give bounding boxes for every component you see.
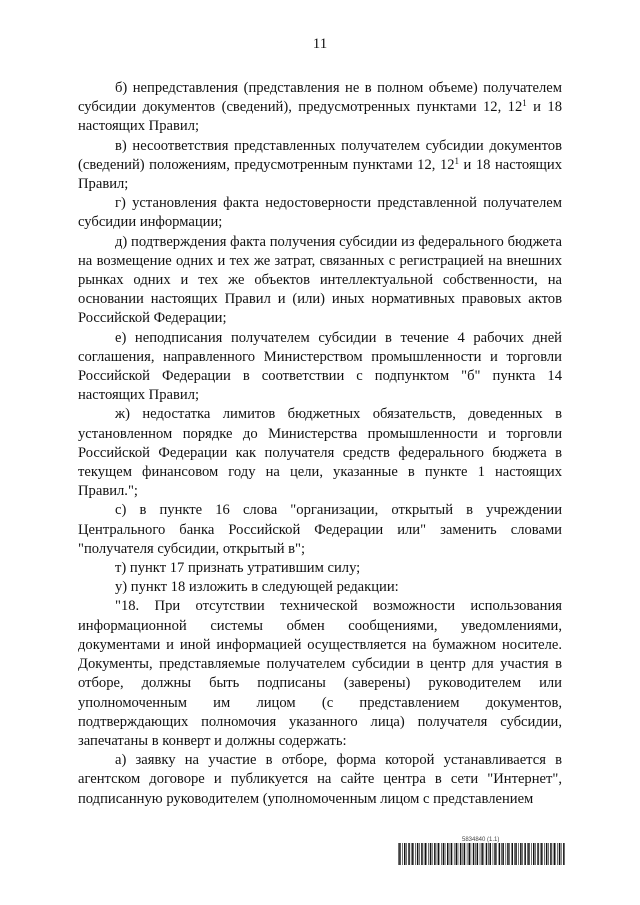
paragraph <box>78 233 562 329</box>
document-code: 5834840 (1.1) <box>462 837 500 843</box>
paragraph-text: б) непредставления (представления не в полном объеме) получателем субсидии документов (сведений), предусмотренных пунктами 12, 12 <box>78 80 562 116</box>
paragraph <box>78 597 562 751</box>
paragraph <box>78 137 562 195</box>
paragraph-text: е) неподписания получателем субсидии в течение 4 рабочих дней соглашения, направленного Министерством промышленности и торговли Российской Федерации в соответствии с подпунктом "б" пункта 14 настоящих Правил; <box>78 329 562 404</box>
paragraph-text: и 18 настоящих Правил; <box>78 99 563 135</box>
paragraph-text: в) несоответствия представленных получателем субсидии документов (сведений) положениям, предусмотренным пунктами 12, 12 <box>78 137 562 173</box>
paragraph <box>78 559 562 578</box>
paragraph-text: с) в пункте 16 слова "организации, открытый в учреждении Центрального банка Российской Федерации или" заменить словами "получателя субсидии, открытый в"; <box>78 502 562 557</box>
paragraph-text: а) заявку на участие в отборе, форма которой устанавливается в агентском договоре и публикуется на сайте центра в сети "Интернет", подписанную руководителем (уполномоченным лицом с представлением <box>78 752 562 807</box>
paragraph <box>78 501 562 559</box>
paragraph-text: т) пункт 17 признать утратившим силу; <box>115 560 361 577</box>
superscript: 1 <box>454 155 460 166</box>
page-number: 11 <box>312 36 328 52</box>
paragraph <box>78 405 562 501</box>
barcode-image <box>398 843 566 865</box>
paragraph <box>78 751 562 809</box>
paragraph-text: ж) недостатка лимитов бюджетных обязательств, доведенных в установленном порядке до Министерства промышленности и торговли Российской Федерации как получателя средств федерального бюджета в текущем финансовом году на цели, указанные в пункте 1 настоящих Правил."; <box>78 406 562 500</box>
paragraph <box>78 194 562 232</box>
paragraph-text: и 18 настоящих Правил; <box>78 156 563 193</box>
paragraph <box>78 329 562 406</box>
paragraph <box>78 79 562 137</box>
paragraph-text: д) подтверждения факта получения субсидии из федерального бюджета на возмещение одних и тех же затрат, связанных с регистрацией на внешних рынках одних и тех же объектов интеллектуальной собственности, на основании настоящих Правил и (или) иных нормативных правовых актов Российской Федерации; <box>78 233 562 327</box>
paragraph-text: у) пункт 18 изложить в следующей редакции: <box>115 579 399 596</box>
document-body <box>78 79 562 809</box>
paragraph-text: "18. При отсутствии технической возможности использования информационной системы обмен сообщениями, уведомлениями, документами и иной информацией осуществляется на бумажном носителе. Документы, представляемые получателем субсидии в центр для участия в отборе, должны быть подписаны (заверены) руководителем или уполномоченным им лицом (с представлением документов, подтверждающих полномочия указанного лица) получателя субсидии, запечатаны в конверт и должны содержать: <box>78 598 562 749</box>
paragraph-text: г) установления факта недостоверности представленной получателем субсидии информации; <box>78 195 562 231</box>
paragraph <box>78 578 562 597</box>
superscript: 1 <box>522 98 527 109</box>
